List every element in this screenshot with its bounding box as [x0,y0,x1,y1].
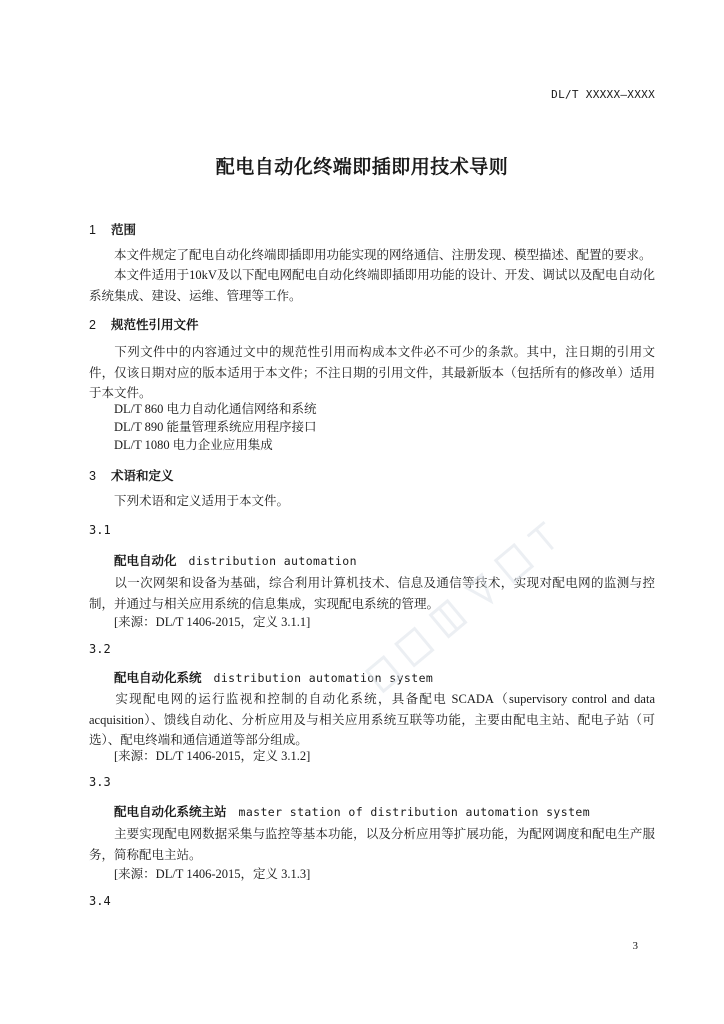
term-heading [114,668,433,686]
section-number: 2 [89,318,96,332]
section-3-heading [89,466,174,484]
term-heading [114,802,590,820]
term-chinese: 配电自动化系统主站 [114,805,227,819]
section-1-paragraph-1: 本文件规定了配电自动化终端即插即用功能实现的网络通信、注册发现、模型描述、配置的要求。 [114,248,652,262]
reference-item: DL/T 860 电力自动化通信网络和系统 [114,402,317,416]
term-heading [114,551,357,569]
clause-number: 3.2 [89,642,111,656]
section-3-intro: 下列术语和定义适用于本文件。 [114,494,290,508]
term-english: distribution automation [188,554,357,568]
document-title: 配电自动化终端即插即用技术导则 [215,157,509,178]
term-definition: 实现配电网的运行监视和控制的自动化系统，具备配电 SCADA（supervisory control and data acquisition）、馈线自动化、分析应用及与相关应用系统互联等功能，主要由配电主站、配电子站（可选）、配电终端和通信通道等部分组成。 [89,692,655,747]
section-1-heading [89,220,136,238]
document-id: DL/T XXXXX—XXXX [551,88,655,101]
term-chinese: 配电自动化系统 [114,671,202,685]
term-source: [来源：DL/T 1406-2015，定义 3.1.3] [114,867,311,881]
term-source: [来源：DL/T 1406-2015，定义 3.1.2] [114,749,311,763]
section-title: 规范性引用文件 [111,318,199,332]
term-chinese: 配电自动化 [114,554,177,568]
watermark [330,470,630,800]
section-1-paragraph-2: 本文件适用于10kV及以下配电网配电自动化终端即插即用功能的设计、开发、调试以及配电自动化系统集成、建设、运维、管理等工作。 [89,268,655,303]
term-definition: 主要实现配电网数据采集与监控等基本功能，以及分析应用等扩展功能，为配网调度和配电生产服务，简称配电主站。 [89,827,655,862]
reference-item: DL/T 890 能量管理系统应用程序接口 [114,420,317,434]
clause-number: 3.3 [89,775,111,789]
section-title: 术语和定义 [111,469,174,483]
term-source: [来源：DL/T 1406-2015，定义 3.1.1] [114,615,311,629]
term-definition: 以一次网架和设备为基础，综合利用计算机技术、信息及通信等技术，实现对配电网的监测与控制，并通过与相关应用系统的信息集成，实现配电系统的管理。 [89,576,655,611]
section-title: 范围 [111,223,137,237]
section-2-heading [89,315,199,333]
term-english: master station of distribution automation system [238,805,591,819]
page-number: 3 [632,940,638,952]
clause-number: 3.4 [89,894,111,908]
section-2-intro: 下列文件中的内容通过文中的规范性引用而构成本文件必不可少的条款。其中，注日期的引用文件，仅该日期对应的版本适用于本文件；不注日期的引用文件，其最新版本（包括所有的修改单）适用于本文件。 [89,345,655,400]
section-number: 3 [89,469,96,483]
term-english: distribution automation system [213,671,434,685]
clause-number: 3.1 [89,523,111,537]
reference-item: DL/T 1080 电力企业应用集成 [114,438,273,452]
section-number: 1 [89,223,96,237]
